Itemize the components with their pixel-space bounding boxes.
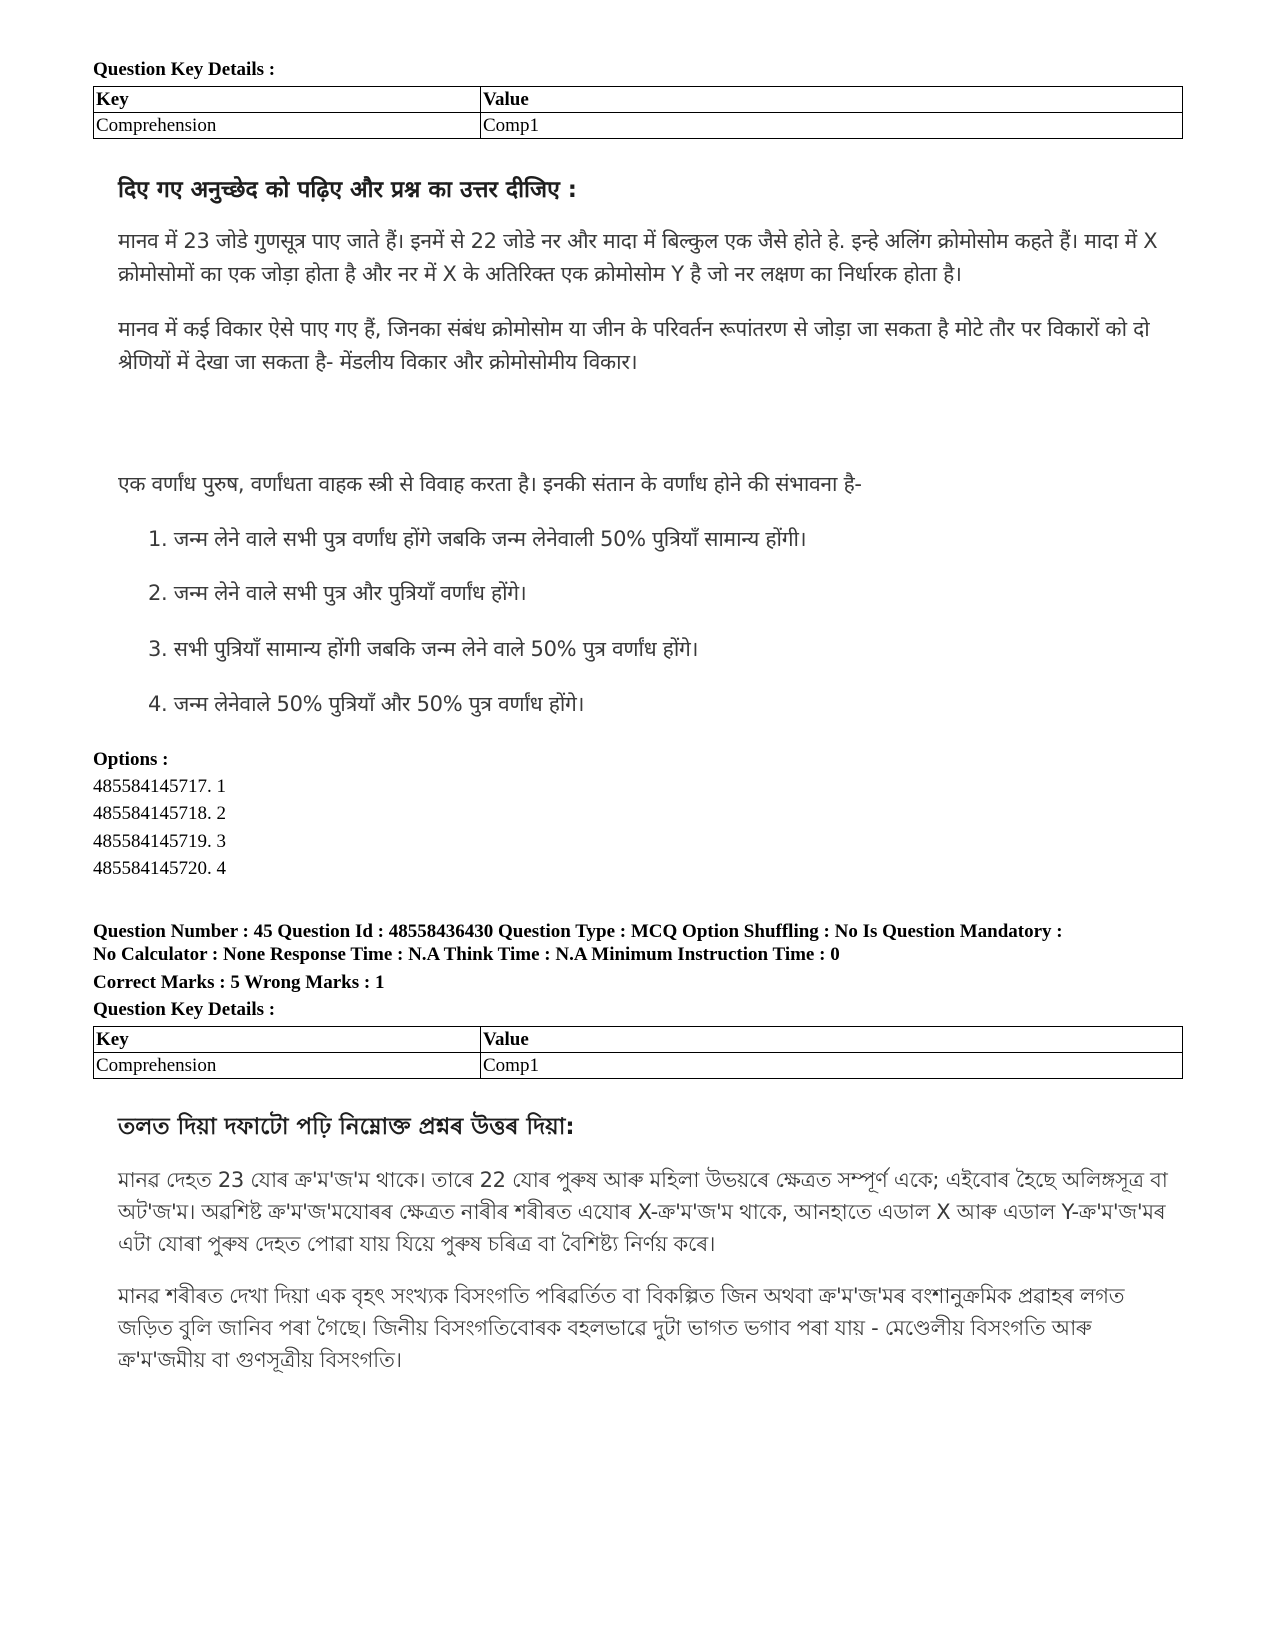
table-cell-value: Comp1	[481, 1053, 1183, 1079]
passage-paragraph: मानव में कई विकार ऐसे पाए गए हैं, जिनका संबंध क्रोमोसोम या जीन के परिवर्तन रूपांतरण से जोड़ा जा सकता है मोटे तौर पर विकारों को दो श्रेणियों में देखा जा सकता है- मेंडलीय विकार और क्रोमोसोमीय विकार।	[118, 317, 1150, 374]
passage-image-assamese	[118, 1112, 1168, 1376]
table-cell-key: Comprehension	[94, 113, 481, 139]
key-details-heading: Question Key Details :	[93, 59, 276, 80]
table-header-key: Key	[94, 1027, 481, 1053]
table-cell-value: Comp1	[481, 113, 1183, 139]
key-value-table	[93, 1026, 1183, 1079]
option-item: 485584145717. 1	[93, 776, 226, 797]
table-row	[94, 113, 1183, 139]
passage-paragraph: মানৱ শৰীৰত দেখা দিয়া এক বৃহৎ সংখ্যক বিসংগতি পৰিৱৰ্তিত বা বিকল্পিত জিন অথবা ক্ৰ'ম'জ'মৰ বংশানুক্ৰমিক প্ৰৱাহৰ লগত জড়িত বুলি জানিব পৰা গৈছে। জিনীয় বিসংগতিবোৰক বহলভাৱে দুটা ভাগত ভগাব পৰা যায় - মেণ্ডেলীয় বিসংগতি আৰু ক্ৰ'ম'জমীয় বা গুণসূত্ৰীয় বিসংগতি।	[118, 1284, 1125, 1372]
answer-choice: 4. जन्म लेनेवाले 50% पुत्रियाँ और 50% पुत्र वर्णांध होंगे।	[148, 692, 585, 716]
option-item: 485584145718. 2	[93, 803, 226, 824]
question-stem: एक वर्णांध पुरुष, वर्णांधता वाहक स्त्री से विवाह करता है। इनकी संतान के वर्णांध होने की संभावना है-	[118, 472, 862, 496]
table-header-row	[94, 1027, 1183, 1053]
key-value-table	[93, 86, 1183, 139]
option-item: 485584145719. 3	[93, 831, 226, 852]
table-cell-key: Comprehension	[94, 1053, 481, 1079]
question-meta-line: Question Number : 45 Question Id : 48558436430 Question Type : MCQ Option Shuffling : No Is Question Mandatory :	[93, 921, 1063, 942]
question-meta-line: No Calculator : None Response Time : N.A Think Time : N.A Minimum Instruction Time : 0	[93, 944, 840, 965]
question-text	[118, 468, 1168, 501]
answer-choice: 2. जन्म लेने वाले सभी पुत्र और पुत्रियाँ वर्णांध होंगे।	[148, 581, 527, 605]
key-details-heading: Question Key Details :	[93, 999, 276, 1020]
marks-line: Correct Marks : 5 Wrong Marks : 1	[93, 972, 385, 993]
passage-paragraph: मानव में 23 जोडे गुणसूत्र पाए जाते हैं। इनमें से 22 जोडे नर और मादा में बिल्कुल एक जैसे होते हे. इन्हे अलिंग क्रोमोसोम कहते हैं। मादा में X क्रोमोसोमों का एक जोड़ा होता है और नर में X के अतिरिक्त एक क्रोमोसोम Y है जो नर लक्षण का निर्धारक होता है।	[118, 229, 1158, 286]
passage-image-hindi	[118, 175, 1168, 379]
table-row	[94, 1053, 1183, 1079]
table-header-row	[94, 87, 1183, 113]
passage-title: তলত দিয়া দফাটো পঢ়ি নিম্নোক্ত প্ৰশ্নৰ উত্তৰ দিয়া:	[118, 1114, 575, 1140]
passage-title: दिए गए अनुच्छेद को पढ़िए और प्रश्न का उत्तर दीजिए :	[118, 177, 577, 203]
table-header-value: Value	[481, 1027, 1183, 1053]
table-header-value: Value	[481, 87, 1183, 113]
option-item: 485584145720. 4	[93, 858, 226, 879]
table-header-key: Key	[94, 87, 481, 113]
answer-choice: 3. सभी पुत्रियाँ सामान्य होंगी जबकि जन्म लेने वाले 50% पुत्र वर्णांध होंगे।	[148, 637, 699, 661]
options-heading: Options :	[93, 749, 169, 770]
passage-paragraph: মানৱ দেহত 23 যোৰ ক্ৰ'ম'জ'ম থাকে। তাৰে 22 যোৰ পুৰুষ আৰু মহিলা উভয়ৰে ক্ষেত্ৰত সম্পূৰ্ণ একে; এইবোৰ হৈছে অলিঙ্গসূত্ৰ বা অট'জ'ম। অৱশিষ্ট ক্ৰ'ম'জ'মযোৰৰ ক্ষেত্ৰত নাৰীৰ শৰীৰত এযোৰ X-ক্ৰ'ম'জ'ম থাকে, আনহাতে এডাল X আৰু এডাল Y-ক্ৰ'ম'জ'মৰ এটা যোৰা পুৰুষ দেহত পোৱা যায় যিয়ে পুৰুষ চৰিত্ৰ বা বৈশিষ্ট্য নিৰ্ণয় কৰে।	[118, 1168, 1168, 1256]
answer-choice: 1. जन्म लेने वाले सभी पुत्र वर्णांध होंगे जबकि जन्म लेनेवाली 50% पुत्रियाँ सामान्य होंगी।	[148, 527, 807, 551]
